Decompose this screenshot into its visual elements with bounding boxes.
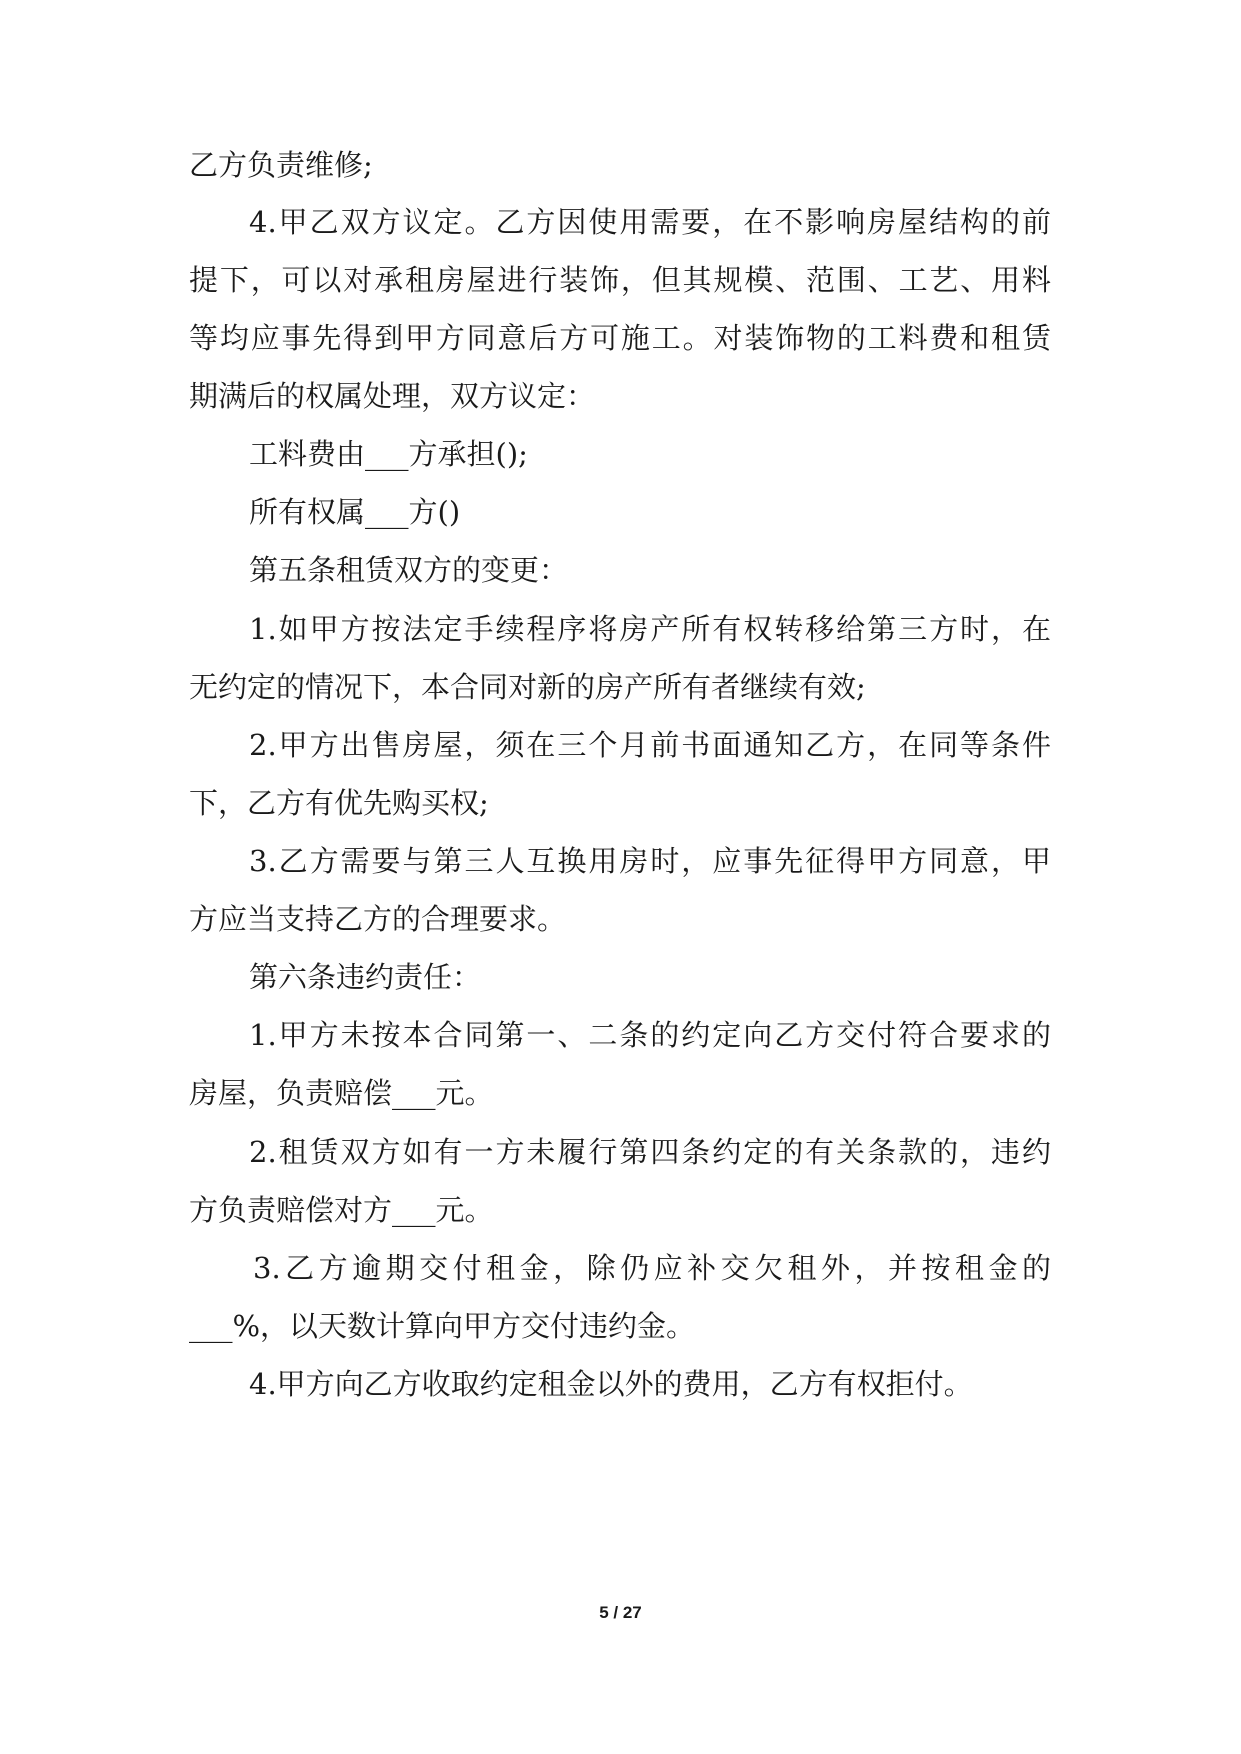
paragraph-line: 1.甲方未按本合同第一、二条的约定向乙方交付符合要求的: [249, 1018, 1051, 1052]
paragraph-line: 下，乙方有优先购买权;: [189, 786, 489, 820]
paragraph-line: 提下，可以对承租房屋进行装饰，但其规模、范围、工艺、用料: [189, 263, 1051, 297]
paragraph-line: 方应当支持乙方的合理要求。: [189, 902, 567, 936]
page-number: 5 / 27: [599, 1603, 642, 1622]
paragraph-line: 3.乙方需要与第三人互换用房时，应事先征得甲方同意，甲: [249, 844, 1051, 878]
paragraph-line: 方负责赔偿对方___元。: [189, 1193, 494, 1227]
paragraph-line: 4.甲方向乙方收取约定租金以外的费用，乙方有权拒付。: [249, 1367, 973, 1401]
paragraph-line: 乙方负责维修;: [189, 148, 373, 182]
paragraph-line: 房屋，负责赔偿___元。: [189, 1076, 494, 1110]
paragraph-line: 所有权属___方(): [249, 495, 461, 529]
paragraph-line: 2.租赁双方如有一方未履行第四条约定的有关条款的，违约: [249, 1135, 1051, 1169]
paragraph-line: 工料费由___方承担();: [249, 437, 528, 471]
paragraph-line: 期满后的权属处理，双方议定：: [189, 379, 596, 413]
section-heading: 第六条违约责任：: [249, 960, 482, 994]
paragraph-line: 2.甲方出售房屋，须在三个月前书面通知乙方，在同等条件: [249, 728, 1051, 762]
paragraph-line: 4.甲乙双方议定。乙方因使用需要，在不影响房屋结构的前: [249, 205, 1051, 239]
paragraph-line: 3.乙方逾期交付租金，除仍应补交欠租外，并按租金的: [253, 1251, 1051, 1285]
paragraph-line: 等均应事先得到甲方同意后方可施工。对装饰物的工料费和租赁: [189, 321, 1051, 355]
paragraph-line: 1.如甲方按法定手续程序将房产所有权转移给第三方时，在: [249, 612, 1051, 646]
paragraph-line: 无约定的情况下，本合同对新的房产所有者继续有效;: [189, 670, 866, 704]
section-heading: 第五条租赁双方的变更：: [249, 553, 569, 587]
paragraph-line: ___%，以天数计算向甲方交付违约金。: [189, 1309, 696, 1343]
